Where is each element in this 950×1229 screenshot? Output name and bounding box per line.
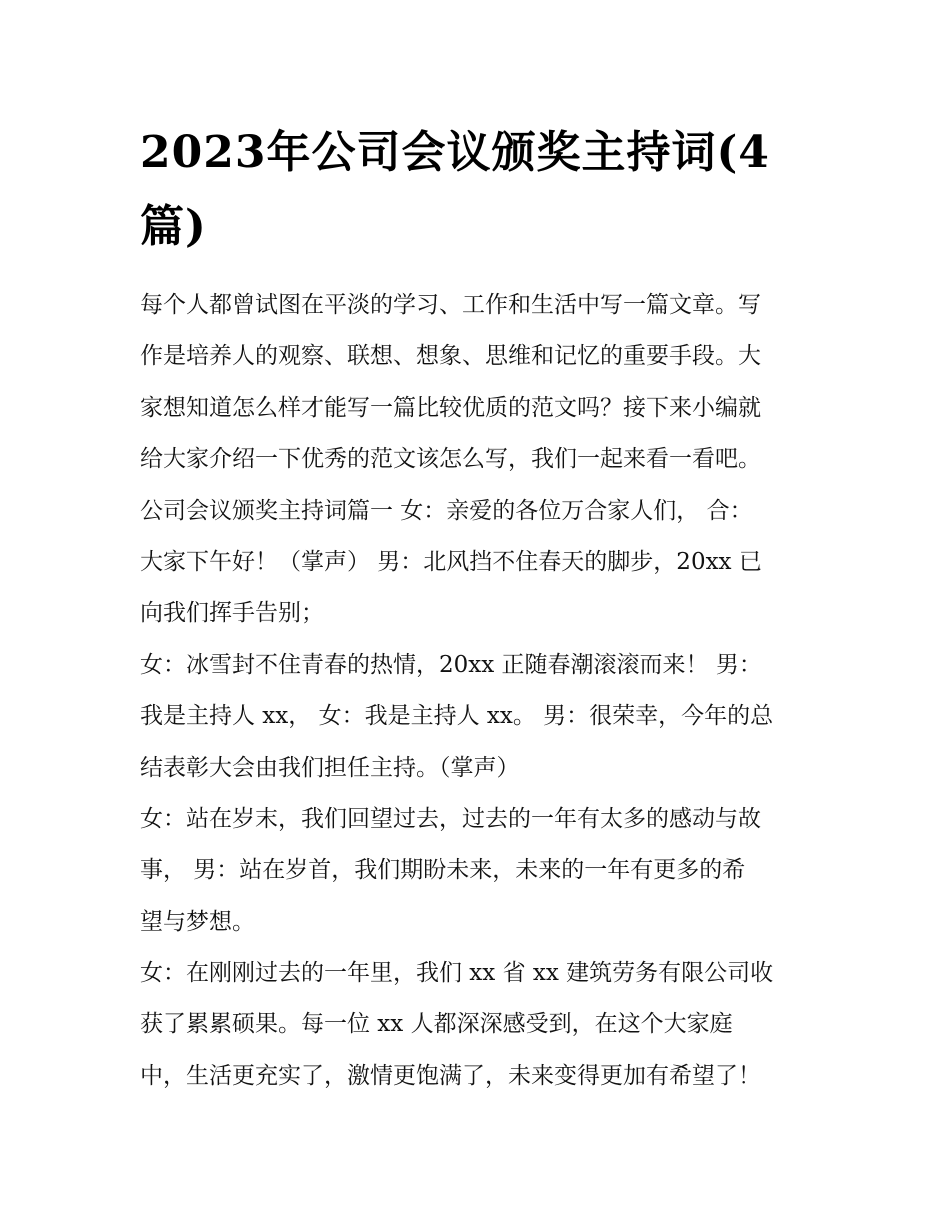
body-line: 每个人都曾试图在平淡的学习、工作和生活中写一篇文章。写 <box>140 292 761 318</box>
body-line: 女：在刚刚过去的一年里，我们 xx 省 xx 建筑劳务有限公司收 <box>140 960 774 987</box>
body-line: 事， 男：站在岁首，我们期盼未来，未来的一年有更多的希 <box>140 857 746 884</box>
body-line: 我是主持人 xx， 女：我是主持人 xx。 男：很荣幸，今年的总 <box>140 703 774 730</box>
body-line: 公司会议颁奖主持词篇一 女：亲爱的各位万合家人们， 合： <box>140 497 753 524</box>
body-line: 结表彰大会由我们担任主持。（掌声） <box>140 754 520 781</box>
body-line: 家想知道怎么样才能写一篇比较优质的范文吗？接下来小编就 <box>140 394 761 421</box>
body-line: 获了累累硕果。每一位 xx 人都深深感受到，在这个大家庭 <box>140 1011 733 1038</box>
document-title: 2023年公司会议颁奖主持词(4篇) <box>140 127 770 252</box>
body-line: 大家下午好！（掌声） 男：北风挡不住春天的脚步，20xx 已 <box>140 548 762 575</box>
body-line: 中，生活更充实了，激情更饱满了，未来变得更加有希望了！ <box>140 1062 761 1089</box>
body-line: 女：站在岁末，我们回望过去，过去的一年有太多的感动与故 <box>140 805 761 832</box>
body-line: 望与梦想。 <box>140 908 255 935</box>
body-line: 向我们挥手告别； <box>140 600 324 627</box>
document-body <box>140 280 820 1102</box>
body-line: 作是培养人的观察、联想、想象、思维和记忆的重要手段。大 <box>140 343 761 370</box>
body-line: 给大家介绍一下优秀的范文该怎么写，我们一起来看一看吧。 <box>140 446 761 473</box>
body-line: 女：冰雪封不住青春的热情，20xx 正随春潮滚滚而来！ 男： <box>140 651 762 678</box>
